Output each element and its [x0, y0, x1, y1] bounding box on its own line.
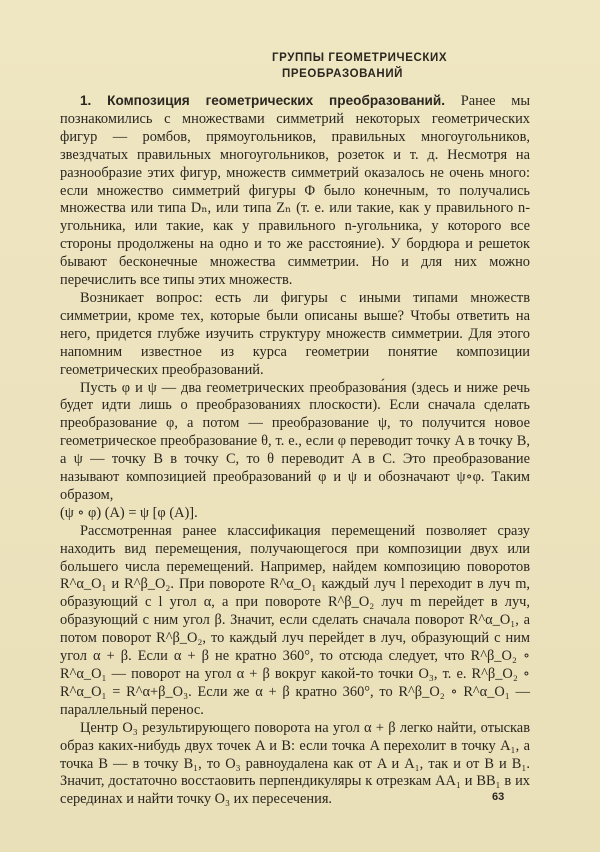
composition-formula: (ψ ∘ φ) (A) = ψ [φ (A)]. — [60, 504, 198, 521]
body-text — [60, 92, 530, 809]
paragraph-3: Пусть φ и ψ — два геометрических преобразова́ния (здесь и ниже речь будет идти лишь о преобразованиях плоскости). Если сначала сделать преобразование φ, а потом — преобразование ψ, то получится новое геометрическое преобразование θ, т. е., если φ переводит точку A в точку B, а ψ — точку B в точку C, то θ переводит A в C. Это преобразование называют композицией преобразований φ и ψ и обозначают ψ∘φ. Таким образом, — [60, 379, 530, 503]
paragraph-1-text: Ранее мы познакомились с множествами симметрий некоторых геометрических фигур — ромбов, прямоугольников, правильных многоугольников, звездчатых правильных многоугольников, розеток и т. д. Несмотря на разнообразие этих фигур, множеств симметрий оказалось не очень много: если множество симметрий фигуры Φ было конечным, то получались множества или типа Dₙ, или типа Zₙ (т. е. или такие, как у правильного n-угольника, или такие, как у правильного n-угольника, у которого все стороны продолжены на одно и то же расстояние). У бордюра и решеток бывают бесконечные множества симметрии. Но и для них можно перечислить все типы этих множеств. — [60, 93, 530, 289]
section-title: 1. Композиция геометрических преобразований. — [80, 93, 446, 108]
chapter-heading-line-1: ГРУППЫ ГЕОМЕТРИЧЕСКИХ — [272, 52, 448, 64]
chapter-heading-line-2: ПРЕОБРАЗОВАНИЙ — [282, 68, 404, 80]
paragraph-5: Центр O₃ результирующего поворота на угол α + β легко найти, отыскав образ каких-нибудь двух точек A и B: если точка A перехолит в точку A₁, а точка B — в точку B₁, то O₃ равноудалена как от A и A₁, так и от B и B₁. Значит, достаточно восстаовить перпендикуляры к отрезкам AA₁ и BB₁ в их серединах и найти точку O₃ их пересечения. — [60, 719, 530, 808]
page-number: 63 — [492, 791, 505, 803]
paragraph-2: Возникает вопрос: есть ли фигуры с иными типами множеств симметрии, кроме тех, которые были описаны выше? Чтобы ответить на него, придется глубже изучить структуру множеств симметрии. Для этого напомним известное из курса геометрии понятие композиции геометрических преобразований. — [60, 289, 530, 378]
chapter-heading — [272, 50, 447, 82]
paragraph-1 — [60, 92, 530, 290]
paragraph-4: Рассмотренная ранее классификация перемещений позволяет сразу находить вид перемещения, получающегося при композиции двух или большего числа перемещений. Например, найдем композицию поворотов R^α_O₁ и R^β_O₂. При повороте R^α_O₁ каждый луч l переходит в луч m, образующий с l угол α, а при повороте R^β_O₂ луч m перейдет в луч, образующий с ним угол β. Значит, если сделать сначала поворот R^α_O₁, а потом поворот R^β_O₂, то каждый луч перейдет в луч, образующий с ним угол α + β. Если α + β не кратно 360°, то отсюда следует, что R^β_O₂ ∘ R^α_O₁ — поворот на угол α + β вокруг какой-то точки O₃, т. е. R^β_O₂ ∘ R^α_O₁ = R^α+β_O₃. Если же α + β кратно 360°, то R^β_O₂ ∘ R^α_O₁ — параллельный перенос. — [60, 522, 530, 718]
